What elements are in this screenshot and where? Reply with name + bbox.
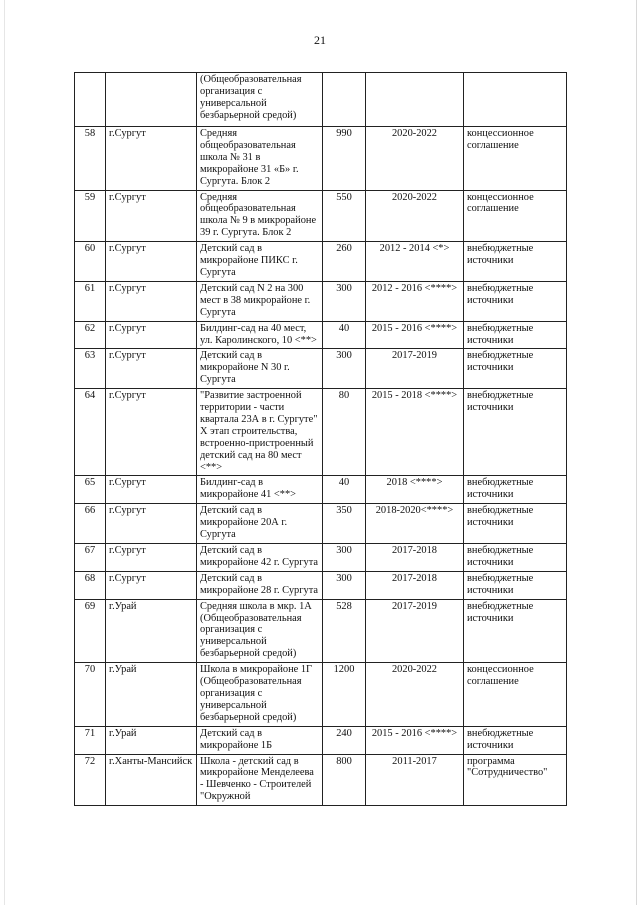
cell-period: 2015 - 2016 <****>: [366, 321, 464, 349]
cell-period: 2018 <****>: [366, 476, 464, 504]
cell-municipality: г.Сургут: [106, 242, 197, 282]
cell-funding-source: внебюджетные источники: [464, 726, 567, 754]
cell-capacity: 300: [323, 349, 366, 389]
cell-capacity: 240: [323, 726, 366, 754]
cell-municipality: г.Сургут: [106, 190, 197, 242]
cell-funding-source: внебюджетные источники: [464, 389, 567, 476]
scan-edge-left: [4, 0, 5, 905]
cell-period: 2011-2017: [366, 754, 464, 806]
cell-period: 2020-2022: [366, 127, 464, 191]
table-row: [75, 476, 567, 504]
cell-number: 65: [75, 476, 106, 504]
cell-capacity: 550: [323, 190, 366, 242]
table-row: [75, 544, 567, 572]
cell-object-name: Детский сад в микрорайоне 28 г. Сургута: [197, 571, 323, 599]
cell-number: 60: [75, 242, 106, 282]
objects-table-body: [75, 73, 567, 806]
cell-number: 64: [75, 389, 106, 476]
cell-object-name: Средняя общеобразовательная школа № 9 в микрорайоне 39 г. Сургута. Блок 2: [197, 190, 323, 242]
cell-capacity: 990: [323, 127, 366, 191]
cell-funding-source: концессионное соглашение: [464, 663, 567, 727]
page-number: 21: [314, 33, 326, 47]
cell-period: [366, 73, 464, 127]
cell-funding-source: внебюджетные источники: [464, 599, 567, 663]
cell-object-name: Детский сад в микрорайоне 20А г. Сургута: [197, 504, 323, 544]
table-row: [75, 754, 567, 806]
cell-municipality: г.Урай: [106, 599, 197, 663]
cell-funding-source: внебюджетные источники: [464, 571, 567, 599]
cell-municipality: г.Сургут: [106, 544, 197, 572]
cell-funding-source: внебюджетные источники: [464, 349, 567, 389]
cell-funding-source: программа "Сотрудничество": [464, 754, 567, 806]
objects-table: [74, 72, 567, 806]
cell-object-name: Детский сад в микрорайоне N 30 г. Сургута: [197, 349, 323, 389]
cell-capacity: 300: [323, 544, 366, 572]
table-row: [75, 663, 567, 727]
cell-object-name: Средняя общеобразовательная школа № 31 в микрорайоне 31 «Б» г. Сургута. Блок 2: [197, 127, 323, 191]
cell-number: [75, 73, 106, 127]
cell-period: 2017-2019: [366, 349, 464, 389]
cell-municipality: г.Ханты-Мансийск: [106, 754, 197, 806]
cell-capacity: 80: [323, 389, 366, 476]
cell-funding-source: внебюджетные источники: [464, 544, 567, 572]
cell-funding-source: концессионное соглашение: [464, 127, 567, 191]
cell-capacity: [323, 73, 366, 127]
cell-capacity: 528: [323, 599, 366, 663]
cell-number: 63: [75, 349, 106, 389]
cell-object-name: Детский сад в микрорайоне 42 г. Сургута: [197, 544, 323, 572]
cell-period: 2020-2022: [366, 190, 464, 242]
cell-object-name: Средняя школа в мкр. 1А (Общеобразовательная организация с универсальной безбарьерной средой): [197, 599, 323, 663]
cell-number: 68: [75, 571, 106, 599]
table-row: [75, 389, 567, 476]
cell-number: 58: [75, 127, 106, 191]
scan-edge-right: [636, 0, 637, 905]
cell-municipality: г.Урай: [106, 726, 197, 754]
table-row: [75, 726, 567, 754]
cell-municipality: г.Сургут: [106, 349, 197, 389]
cell-capacity: 300: [323, 281, 366, 321]
cell-object-name: Детский сад в микрорайоне ПИКС г. Сургута: [197, 242, 323, 282]
cell-object-name: Детский сад в микрорайоне 1Б: [197, 726, 323, 754]
cell-object-name: Билдинг-сад в микрорайоне 41 <**>: [197, 476, 323, 504]
cell-municipality: г.Сургут: [106, 571, 197, 599]
cell-period: 2017-2018: [366, 571, 464, 599]
cell-object-name: "Развитие застроенной территории - части квартала 23А в г. Сургуте" X этап строительства, встроенно-пристроенный детский сад на 80 мест <**>: [197, 389, 323, 476]
cell-number: 70: [75, 663, 106, 727]
cell-period: 2017-2019: [366, 599, 464, 663]
cell-number: 69: [75, 599, 106, 663]
cell-municipality: г.Сургут: [106, 389, 197, 476]
cell-municipality: г.Сургут: [106, 504, 197, 544]
cell-period: 2017-2018: [366, 544, 464, 572]
table-row: [75, 321, 567, 349]
table-row: [75, 349, 567, 389]
cell-number: 67: [75, 544, 106, 572]
cell-number: 59: [75, 190, 106, 242]
cell-municipality: г.Сургут: [106, 281, 197, 321]
cell-number: 66: [75, 504, 106, 544]
cell-funding-source: внебюджетные источники: [464, 321, 567, 349]
cell-municipality: [106, 73, 197, 127]
cell-funding-source: внебюджетные источники: [464, 504, 567, 544]
cell-capacity: 350: [323, 504, 366, 544]
cell-number: 62: [75, 321, 106, 349]
cell-municipality: г.Урай: [106, 663, 197, 727]
cell-number: 72: [75, 754, 106, 806]
cell-funding-source: внебюджетные источники: [464, 476, 567, 504]
table-row: [75, 599, 567, 663]
table-row: [75, 190, 567, 242]
cell-period: 2015 - 2016 <****>: [366, 726, 464, 754]
cell-period: 2020-2022: [366, 663, 464, 727]
cell-capacity: 40: [323, 321, 366, 349]
cell-funding-source: концессионное соглашение: [464, 190, 567, 242]
cell-period: 2018-2020<****>: [366, 504, 464, 544]
cell-object-name: Билдинг-сад на 40 мест, ул. Каролинского, 10 <**>: [197, 321, 323, 349]
table-row: [75, 281, 567, 321]
cell-capacity: 300: [323, 571, 366, 599]
cell-capacity: 40: [323, 476, 366, 504]
cell-capacity: 260: [323, 242, 366, 282]
cell-period: 2012 - 2014 <*>: [366, 242, 464, 282]
cell-municipality: г.Сургут: [106, 127, 197, 191]
cell-number: 71: [75, 726, 106, 754]
cell-municipality: г.Сургут: [106, 476, 197, 504]
cell-period: 2015 - 2018 <****>: [366, 389, 464, 476]
table-row: [75, 504, 567, 544]
cell-funding-source: внебюджетные источники: [464, 281, 567, 321]
cell-object-name: (Общеобразовательная организация с универсальной безбарьерной средой): [197, 73, 323, 127]
cell-capacity: 1200: [323, 663, 366, 727]
cell-capacity: 800: [323, 754, 366, 806]
cell-object-name: Школа - детский сад в микрорайоне Менделеева - Шевченко - Строителей "Окружной: [197, 754, 323, 806]
cell-object-name: Детский сад N 2 на 300 мест в 38 микрорайоне г. Сургута: [197, 281, 323, 321]
table-row: [75, 127, 567, 191]
cell-funding-source: [464, 73, 567, 127]
cell-funding-source: внебюджетные источники: [464, 242, 567, 282]
table-row: [75, 242, 567, 282]
cell-number: 61: [75, 281, 106, 321]
cell-municipality: г.Сургут: [106, 321, 197, 349]
table-row: [75, 571, 567, 599]
table-row-continuation: [75, 73, 567, 127]
cell-period: 2012 - 2016 <****>: [366, 281, 464, 321]
cell-object-name: Школа в микрорайоне 1Г (Общеобразовательная организация с универсальной безбарьерной средой): [197, 663, 323, 727]
